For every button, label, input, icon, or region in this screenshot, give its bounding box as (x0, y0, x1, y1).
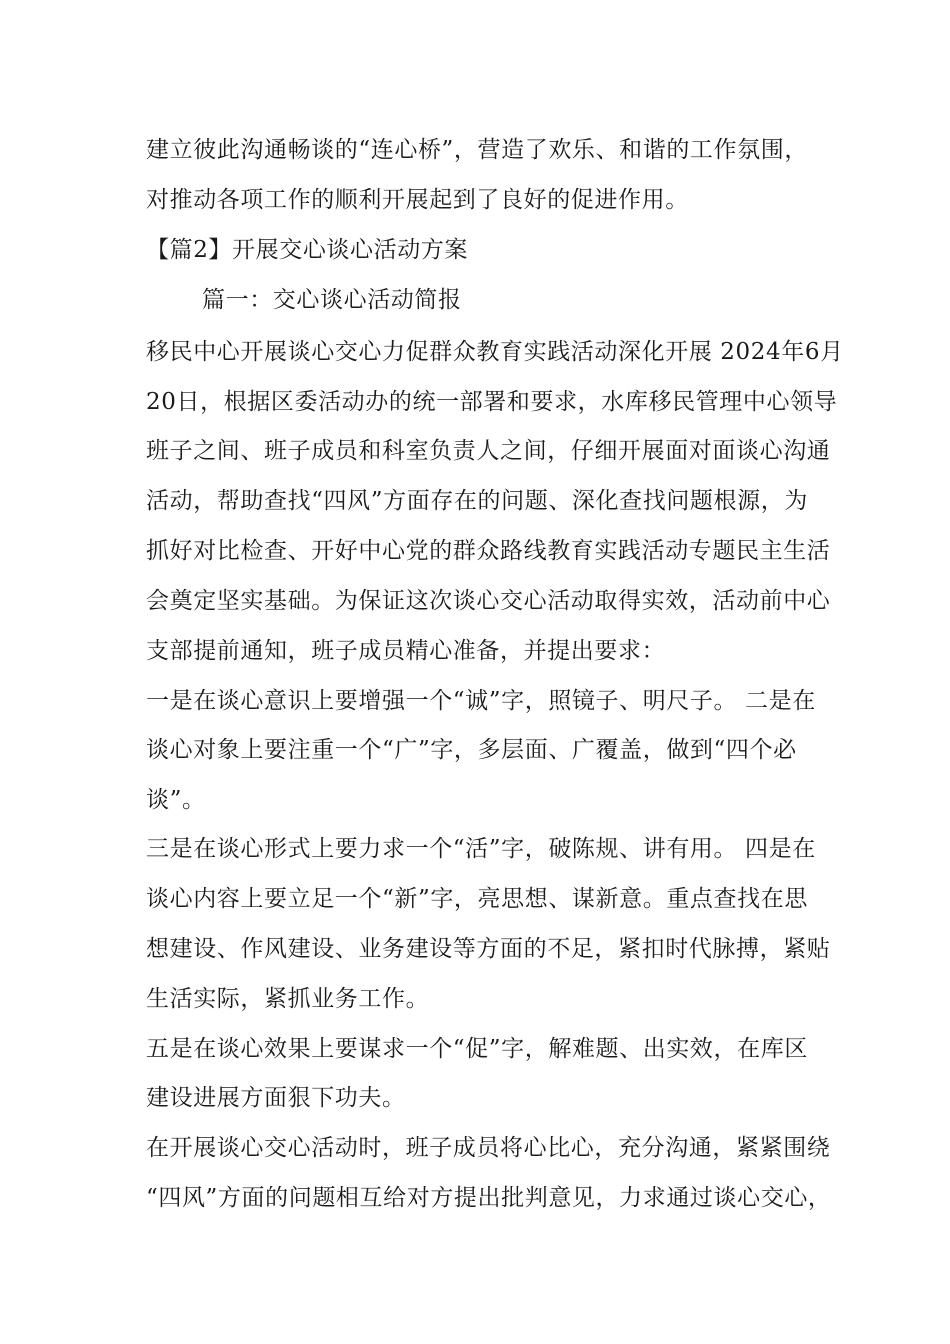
body-text-line: 支部提前通知，班子成员精心准备，并提出要求： (146, 638, 666, 664)
body-text-line: 谈心内容上要立足一个“新”字，亮思想、谋新意。重点查找在思 (146, 886, 808, 912)
body-text-line: 想建设、作风建设、业务建设等方面的不足，紧扣时代脉搏，紧贴 (146, 936, 831, 962)
body-text-line: 在开展谈心交心活动时，班子成员将心比心，充分沟通，紧紧围绕 (146, 1135, 831, 1161)
body-text-line: “四风”方面的问题相互给对方提出批判意见，力求通过谈心交心， (146, 1185, 832, 1211)
section-heading: 【篇2】开展交心谈心活动方案 (146, 237, 469, 263)
body-text-line: 生活实际，紧抓业务工作。 (146, 986, 430, 1012)
body-text-line: 对推动各项工作的顺利开展起到了良好的促进作用。 (146, 187, 689, 213)
body-text-line: 五是在谈心效果上要谋求一个“促”字，解难题、出实效，在库区 (146, 1036, 808, 1062)
body-text-line: 移民中心开展谈心交心力促群众教育实践活动深化开展 2024年6月 (146, 339, 844, 365)
body-text-line: 班子之间、班子成员和科室负责人之间，仔细开展面对面谈心沟通 (146, 438, 831, 464)
body-text-line: 谈心对象上要注重一个“广”字，多层面、广覆盖，做到“四个必 (146, 737, 797, 763)
body-text-line: 一是在谈心意识上要增强一个“诚”字，照镜子、明尺子。 二是在 (146, 688, 816, 714)
body-text-line: 建立彼此沟通畅谈的“连心桥”，营造了欢乐、和谐的工作氛围， (146, 137, 808, 163)
body-text-line: 三是在谈心形式上要力求一个“活”字，破陈规、讲有用。 四是在 (146, 836, 816, 862)
body-text-line: 会奠定坚实基础。为保证这次谈心交心活动取得实效，活动前中心 (146, 588, 831, 614)
body-text-line: 20日，根据区委活动办的统一部署和要求，水库移民管理中心领导 (146, 389, 838, 415)
body-text-line: 抓好对比检查、开好中心党的群众路线教育实践活动专题民主生活 (146, 538, 831, 564)
body-text-line: 建设进展方面狠下功夫。 (146, 1085, 406, 1111)
subsection-heading: 篇一：交心谈心活动简报 (202, 287, 462, 313)
body-text-line: 活动，帮助查找“四风”方面存在的问题、深化查找问题根源，为 (146, 488, 808, 514)
body-text-line: 谈”。 (146, 787, 206, 813)
